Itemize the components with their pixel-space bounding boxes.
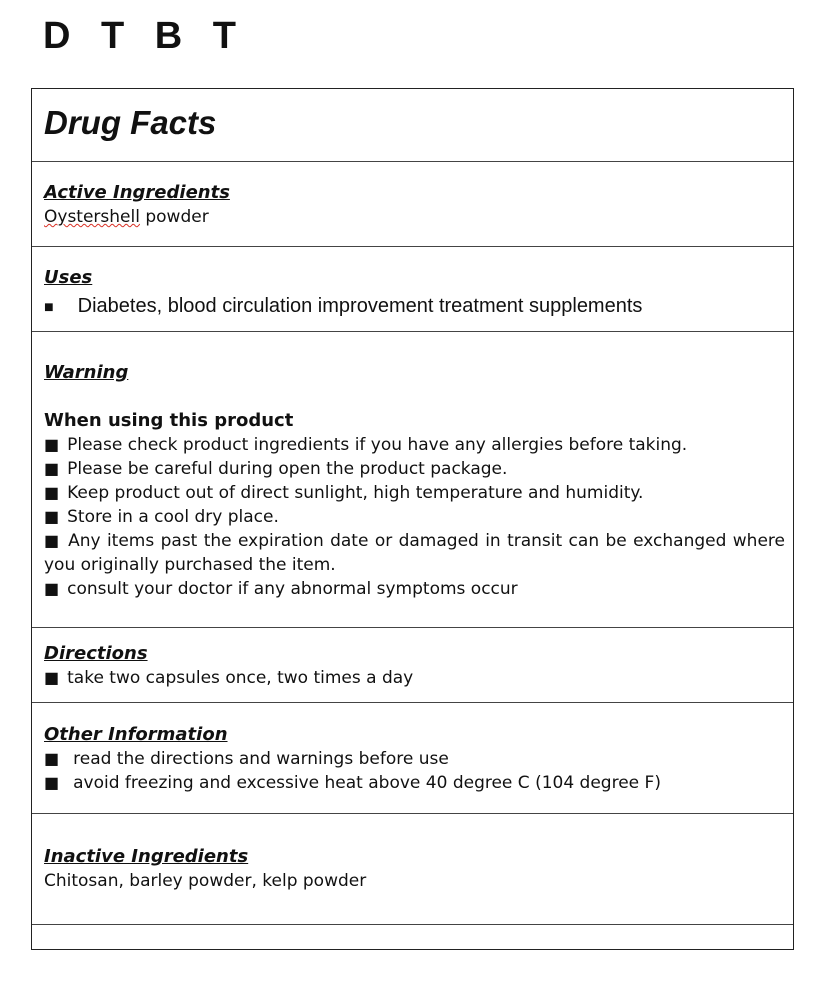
bullet-icon: ■ <box>44 668 60 687</box>
warning-section <box>32 332 793 628</box>
other-information-item <box>44 771 661 795</box>
bullet-icon: ■ <box>44 773 60 792</box>
warning-item-text: Store in a cool dry place. <box>67 507 279 527</box>
other-information-heading: Other Information <box>44 724 228 745</box>
uses-heading: Uses <box>44 267 93 288</box>
inactive-ingredients-section <box>32 814 793 925</box>
inactive-ingredients-text: Chitosan, barley powder, kelp powder <box>44 871 367 891</box>
directions-section <box>32 628 793 703</box>
warning-item <box>44 577 518 601</box>
bullet-icon: ■ <box>44 299 54 316</box>
other-information-item <box>44 747 449 771</box>
active-ingredients-heading: Active Ingredients <box>44 182 230 203</box>
bullet-icon: ■ <box>44 749 60 768</box>
warning-item <box>44 457 507 481</box>
bullet-icon: ■ <box>44 531 61 550</box>
warning-item <box>44 505 279 529</box>
warning-item-text: consult your doctor if any abnormal symptoms occur <box>67 579 518 599</box>
inactive-ingredients-heading: Inactive Ingredients <box>44 846 249 867</box>
bullet-icon: ■ <box>44 435 60 454</box>
bullet-icon: ■ <box>44 483 60 502</box>
active-ingredients-text <box>44 205 209 229</box>
other-information-item-text: avoid freezing and excessive heat above 40 degree C (104 degree F) <box>73 773 661 793</box>
bullet-icon: ■ <box>44 507 60 526</box>
other-information-item-text: read the directions and warnings before use <box>73 749 449 769</box>
bullet-icon: ■ <box>44 459 60 478</box>
directions-item-text: take two capsules once, two times a day <box>67 668 414 688</box>
empty-footer-row <box>32 925 793 949</box>
warning-subheading: When using this product <box>44 410 294 431</box>
misspelled-word: Oystershell <box>44 207 140 227</box>
warning-heading: Warning <box>44 362 129 383</box>
warning-item-text: Please check product ingredients if you have any allergies before taking. <box>67 435 688 455</box>
directions-heading: Directions <box>44 643 148 664</box>
bullet-icon: ■ <box>44 579 60 598</box>
uses-section <box>32 247 793 332</box>
panel-title: Drug Facts <box>44 104 217 141</box>
drug-facts-panel <box>31 88 794 950</box>
warning-item-text: Keep product out of direct sunlight, high temperature and humidity. <box>67 483 644 503</box>
active-ingredients-text-rest: powder <box>139 207 209 227</box>
warning-item <box>44 433 687 457</box>
title-section <box>32 89 793 162</box>
brand-logo: D T B T <box>43 15 246 57</box>
warning-item <box>44 481 643 505</box>
directions-item <box>44 666 413 690</box>
warning-item <box>44 529 785 577</box>
other-information-section <box>32 703 793 814</box>
uses-item-text: Diabetes, blood circulation improvement treatment supplements <box>77 295 643 317</box>
uses-item <box>44 294 642 320</box>
warning-item-text: Any items past the expiration date or damaged in transit can be exchanged where you originally purchased the item. <box>44 531 785 575</box>
active-ingredients-section <box>32 162 793 247</box>
warning-item-text: Please be careful during open the product package. <box>67 459 508 479</box>
